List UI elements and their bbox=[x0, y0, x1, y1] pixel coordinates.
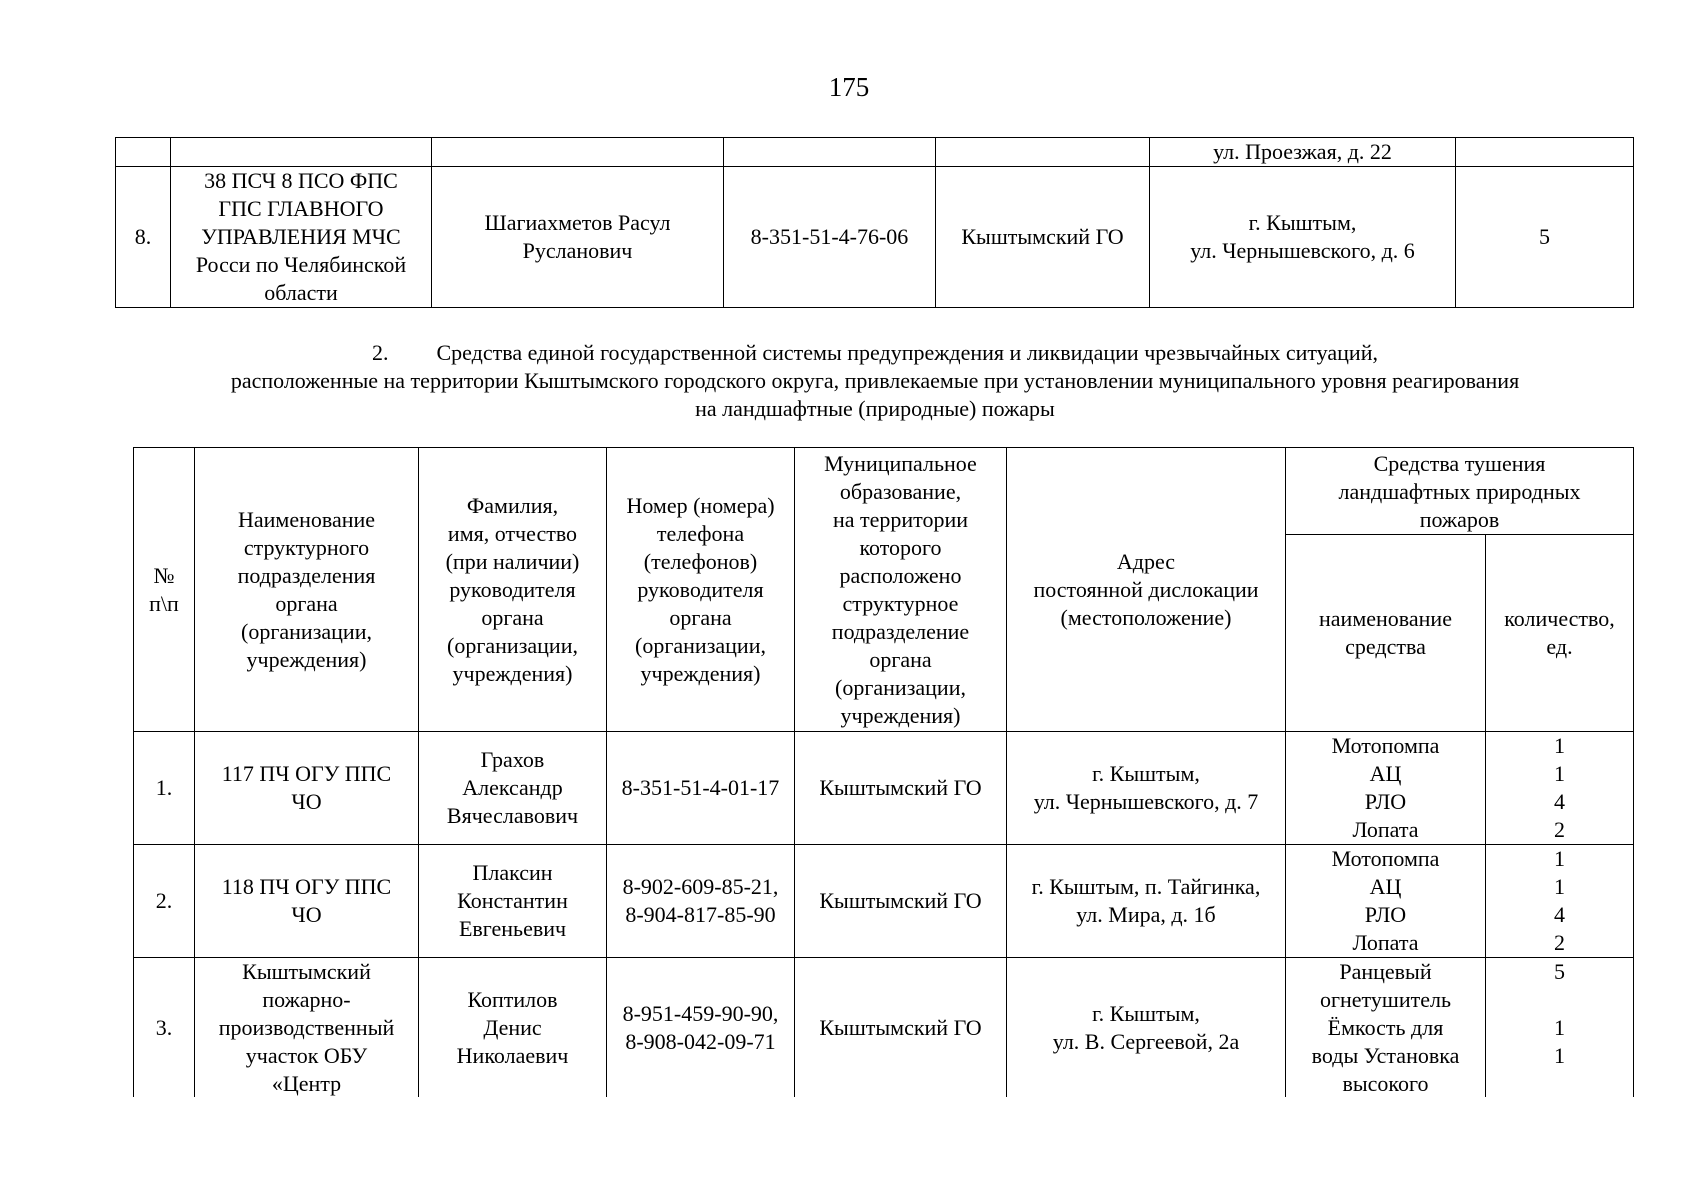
unit-cell: 118 ПЧ ОГУ ППС ЧО bbox=[195, 845, 419, 958]
table-cell bbox=[171, 138, 432, 167]
address-cell: ул. Проезжая, д. 22 bbox=[1150, 138, 1456, 167]
table-row bbox=[134, 958, 1634, 1099]
top-table bbox=[115, 137, 1634, 308]
row-number-cell: 8. bbox=[116, 167, 171, 308]
phone-cell: 8-351-51-4-76-06 bbox=[724, 167, 936, 308]
unit-cell: Кыштымский пожарно- производственный участок ОБУ «Центр bbox=[195, 958, 419, 1099]
header-means-count: количество, ед. bbox=[1486, 535, 1634, 732]
counts-cell: 5 1 1 bbox=[1486, 958, 1634, 1099]
phone-cell: 8-902-609-85-21, 8-904-817-85-90 bbox=[607, 845, 795, 958]
table-cell bbox=[936, 138, 1150, 167]
section-number: 2. bbox=[372, 340, 389, 365]
municipality-cell: Кыштымский ГО bbox=[795, 732, 1007, 845]
caption-line-1 bbox=[110, 339, 1640, 367]
address-cell: г. Кыштым, ул. Чернышевского, д. 6 bbox=[1150, 167, 1456, 308]
page-bottom-margin bbox=[100, 1097, 1660, 1200]
header-address: Адрес постоянной дислокации (местоположение) bbox=[1007, 448, 1286, 732]
header-head: Фамилия, имя, отчество (при наличии) руководителя органа (организации, учреждения) bbox=[419, 448, 607, 732]
header-means-group: Средства тушения ландшафтных природных пожаров bbox=[1286, 448, 1634, 535]
header-num: № п\п bbox=[134, 448, 195, 732]
row-number-cell: 1. bbox=[134, 732, 195, 845]
head-cell: Плаксин Константин Евгеньевич bbox=[419, 845, 607, 958]
tools-cell: Ранцевый огнетушитель Ёмкость для воды Установка высокого bbox=[1286, 958, 1486, 1099]
head-cell: Коптилов Денис Николаевич bbox=[419, 958, 607, 1099]
caption-line-1-text: Средства единой государственной системы предупреждения и ликвидации чрезвычайных ситуаций, bbox=[436, 340, 1378, 365]
section-caption bbox=[110, 339, 1640, 423]
header-unit: Наименование структурного подразделения органа (организации, учреждения) bbox=[195, 448, 419, 732]
header-means-name: наименование средства bbox=[1286, 535, 1486, 732]
table-row-continuation bbox=[116, 138, 1634, 167]
address-cell: г. Кыштым, п. Тайгинка, ул. Мира, д. 1б bbox=[1007, 845, 1286, 958]
table-row bbox=[134, 845, 1634, 958]
table-cell bbox=[724, 138, 936, 167]
head-cell: Шагиахметов Расул Русланович bbox=[432, 167, 724, 308]
row-number-cell: 3. bbox=[134, 958, 195, 1099]
table-cell bbox=[116, 138, 171, 167]
table-row-8 bbox=[116, 167, 1634, 308]
phone-cell: 8-951-459-90-90, 8-908-042-09-71 bbox=[607, 958, 795, 1099]
phone-cell: 8-351-51-4-01-17 bbox=[607, 732, 795, 845]
count-cell: 5 bbox=[1456, 167, 1634, 308]
header-municipality: Муниципальное образование, на территории которого расположено структурное подразделение органа (организации, учреждения) bbox=[795, 448, 1007, 732]
head-cell: Грахов Александр Вячеславович bbox=[419, 732, 607, 845]
header-phone: Номер (номера) телефона (телефонов) руководителя органа (организации, учреждения) bbox=[607, 448, 795, 732]
tools-cell: Мотопомпа АЦ РЛО Лопата bbox=[1286, 845, 1486, 958]
unit-cell: 38 ПСЧ 8 ПСО ФПС ГПС ГЛАВНОГО УПРАВЛЕНИЯ МЧС Росси по Челябинской области bbox=[171, 167, 432, 308]
counts-cell: 1 1 4 2 bbox=[1486, 845, 1634, 958]
municipality-cell: Кыштымский ГО bbox=[795, 958, 1007, 1099]
row-number-cell: 2. bbox=[134, 845, 195, 958]
main-table bbox=[133, 447, 1634, 1099]
table-cell bbox=[1456, 138, 1634, 167]
address-cell: г. Кыштым, ул. Чернышевского, д. 7 bbox=[1007, 732, 1286, 845]
table-cell bbox=[432, 138, 724, 167]
table-row bbox=[134, 732, 1634, 845]
address-cell: г. Кыштым, ул. В. Сергеевой, 2а bbox=[1007, 958, 1286, 1099]
tools-cell: Мотопомпа АЦ РЛО Лопата bbox=[1286, 732, 1486, 845]
municipality-cell: Кыштымский ГО bbox=[795, 845, 1007, 958]
municipality-cell: Кыштымский ГО bbox=[936, 167, 1150, 308]
unit-cell: 117 ПЧ ОГУ ППС ЧО bbox=[195, 732, 419, 845]
caption-line-3: на ландшафтные (природные) пожары bbox=[695, 396, 1055, 421]
header-row bbox=[134, 448, 1634, 535]
page-number: 175 bbox=[828, 72, 870, 102]
counts-cell: 1 1 4 2 bbox=[1486, 732, 1634, 845]
caption-line-2: расположенные на территории Кыштымского городского округа, привлекаемые при установлении муниципального уровня реагирования bbox=[230, 368, 1520, 393]
